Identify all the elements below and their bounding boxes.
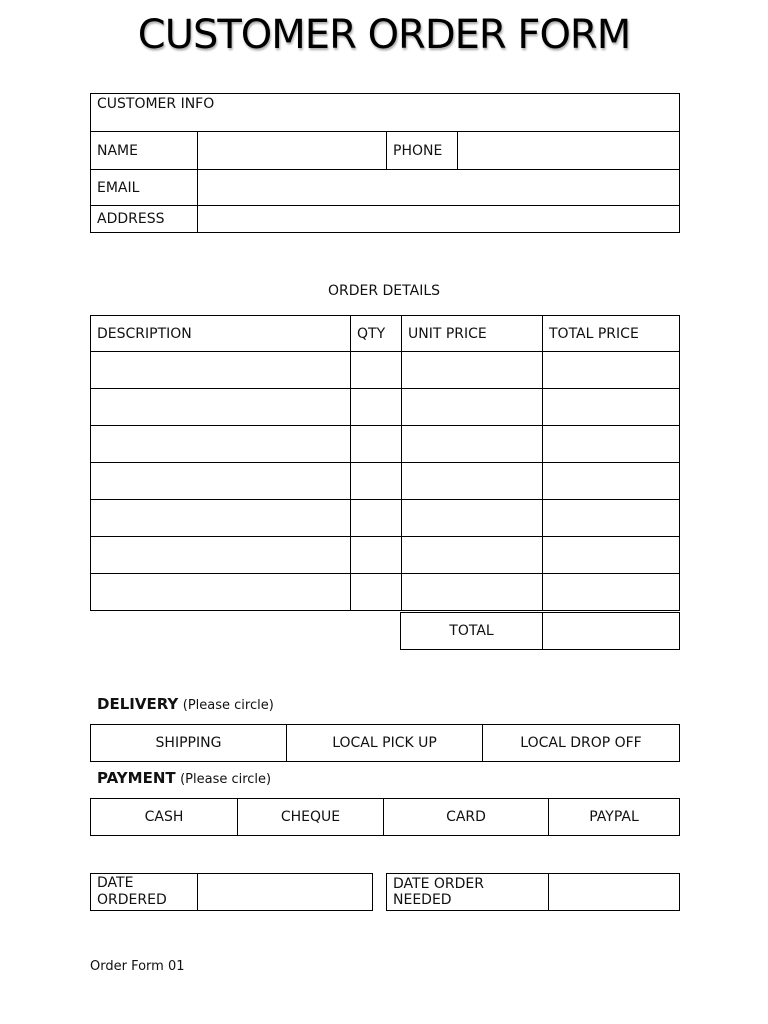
- address-label: ADDRESS: [91, 206, 198, 233]
- order-details-table: [90, 315, 680, 611]
- unit-price-cell[interactable]: [402, 463, 543, 500]
- description-cell[interactable]: [91, 500, 351, 537]
- total-price-cell[interactable]: [543, 500, 680, 537]
- phone-label: PHONE: [387, 132, 458, 170]
- date-needed-field[interactable]: [549, 874, 680, 911]
- column-header-qty: QTY: [351, 316, 402, 352]
- total-price-cell[interactable]: [543, 426, 680, 463]
- total-price-cell[interactable]: [543, 389, 680, 426]
- total-table: [400, 612, 680, 650]
- description-cell[interactable]: [91, 463, 351, 500]
- qty-cell[interactable]: [351, 500, 402, 537]
- date-needed-table: [386, 873, 680, 911]
- date-ordered-field[interactable]: [198, 874, 373, 911]
- payment-heading: [97, 769, 271, 787]
- delivery-option-local-pick-up[interactable]: LOCAL PICK UP: [287, 725, 483, 762]
- customer-info-heading: CUSTOMER INFO: [91, 94, 680, 132]
- unit-price-cell[interactable]: [402, 352, 543, 389]
- payment-option-cash[interactable]: CASH: [91, 799, 238, 836]
- delivery-options-table: [90, 724, 680, 762]
- column-header-description: DESCRIPTION: [91, 316, 351, 352]
- total-price-cell[interactable]: [543, 352, 680, 389]
- unit-price-cell[interactable]: [402, 574, 543, 611]
- qty-cell[interactable]: [351, 537, 402, 574]
- column-header-unit-price: UNIT PRICE: [402, 316, 543, 352]
- total-price-cell[interactable]: [543, 537, 680, 574]
- order-row: [91, 463, 680, 500]
- delivery-note: (Please circle): [182, 698, 274, 713]
- payment-option-cheque[interactable]: CHEQUE: [238, 799, 384, 836]
- date-ordered-label: DATE ORDERED: [91, 874, 198, 911]
- description-cell[interactable]: [91, 574, 351, 611]
- delivery-heading: [97, 695, 274, 713]
- name-label: NAME: [91, 132, 198, 170]
- date-ordered-table: [90, 873, 373, 911]
- order-row: [91, 426, 680, 463]
- payment-options-table: [90, 798, 680, 836]
- payment-option-paypal[interactable]: PAYPAL: [549, 799, 680, 836]
- address-field[interactable]: [198, 206, 680, 233]
- payment-note: (Please circle): [180, 772, 272, 787]
- order-details-heading: ORDER DETAILS: [327, 283, 441, 299]
- total-price-cell[interactable]: [543, 574, 680, 611]
- order-row: [91, 537, 680, 574]
- delivery-option-local-drop-off[interactable]: LOCAL DROP OFF: [483, 725, 680, 762]
- delivery-heading-label: DELIVERY: [97, 695, 179, 713]
- column-header-total-price: TOTAL PRICE: [543, 316, 680, 352]
- qty-cell[interactable]: [351, 352, 402, 389]
- unit-price-cell[interactable]: [402, 426, 543, 463]
- form-footer: Order Form 01: [90, 959, 185, 974]
- email-field[interactable]: [198, 170, 680, 206]
- payment-heading-label: PAYMENT: [97, 769, 176, 787]
- name-field[interactable]: [198, 132, 387, 170]
- total-price-cell[interactable]: [543, 463, 680, 500]
- phone-field[interactable]: [458, 132, 680, 170]
- total-label: TOTAL: [401, 613, 543, 650]
- date-needed-label: DATE ORDER NEEDED: [387, 874, 549, 911]
- payment-option-card[interactable]: CARD: [384, 799, 549, 836]
- qty-cell[interactable]: [351, 574, 402, 611]
- unit-price-cell[interactable]: [402, 500, 543, 537]
- unit-price-cell[interactable]: [402, 389, 543, 426]
- delivery-option-shipping[interactable]: SHIPPING: [91, 725, 287, 762]
- order-row: [91, 574, 680, 611]
- qty-cell[interactable]: [351, 389, 402, 426]
- customer-info-table: [90, 93, 680, 233]
- order-row: [91, 352, 680, 389]
- email-label: EMAIL: [91, 170, 198, 206]
- qty-cell[interactable]: [351, 426, 402, 463]
- order-row: [91, 500, 680, 537]
- description-cell[interactable]: [91, 426, 351, 463]
- unit-price-cell[interactable]: [402, 537, 543, 574]
- total-field[interactable]: [543, 613, 680, 650]
- description-cell[interactable]: [91, 389, 351, 426]
- qty-cell[interactable]: [351, 463, 402, 500]
- description-cell[interactable]: [91, 352, 351, 389]
- description-cell[interactable]: [91, 537, 351, 574]
- order-row: [91, 389, 680, 426]
- form-title: CUSTOMER ORDER FORM: [137, 12, 631, 58]
